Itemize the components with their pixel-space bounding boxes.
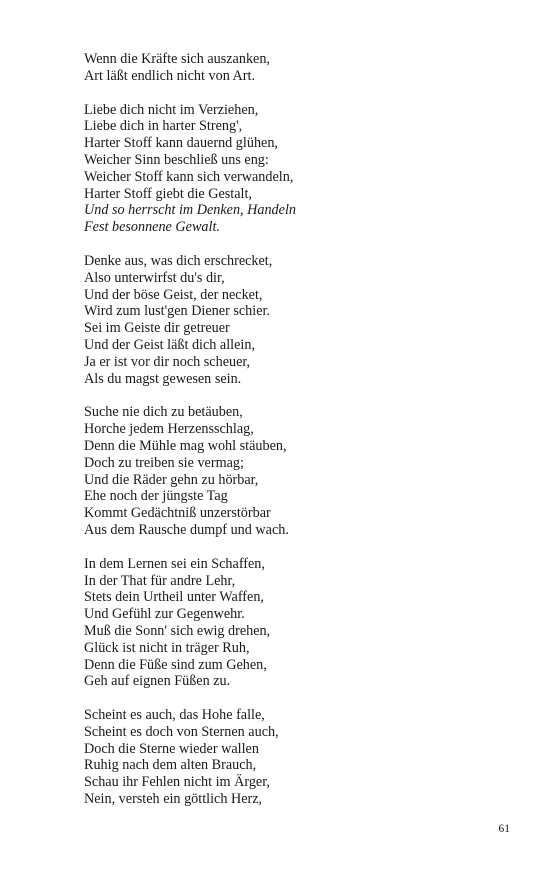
- poem-line: Horche jedem Herzensschlag,: [84, 421, 254, 438]
- poem-line: Scheint es doch von Sternen auch,: [84, 723, 279, 740]
- poem-line: Aus dem Rausche dumpf und wach.: [84, 521, 289, 538]
- poem-line: Denn die Füße sind zum Gehen,: [84, 656, 267, 673]
- poem-line: Stets dein Urtheil unter Waffen,: [84, 589, 264, 606]
- poem-line: Denn die Mühle mag wohl stäuben,: [84, 437, 287, 454]
- poem-line: Ruhig nach dem alten Brauch,: [84, 757, 257, 774]
- poem-line: Nein, versteh ein göttlich Herz,: [84, 791, 263, 808]
- stanza: [84, 707, 504, 808]
- stanza: [84, 253, 504, 387]
- poem-line: Muß die Sonn' sich ewig drehen,: [84, 622, 271, 639]
- poem-line: Und der Geist läßt dich allein,: [84, 336, 255, 353]
- poem-line: Geh auf eignen Füßen zu.: [84, 673, 231, 690]
- page-number: 61: [498, 823, 510, 835]
- poem-line: Art läßt endlich nicht von Art.: [84, 67, 256, 84]
- poem-line: Liebe dich in harter Streng',: [84, 118, 243, 135]
- poem-line: Wenn die Kräfte sich auszanken,: [84, 51, 270, 67]
- poem-line: In der That für andre Lehr,: [84, 572, 236, 589]
- poem-line: Und so herrscht im Denken, Handeln: [84, 202, 296, 219]
- poem-line: Liebe dich nicht im Verziehen,: [84, 101, 259, 118]
- poem-line: Doch zu treiben sie vermag;: [84, 454, 244, 471]
- poem-line: Und der böse Geist, der necket,: [84, 286, 263, 303]
- poem-line: Doch die Sterne wieder wallen: [84, 740, 259, 757]
- stanza: [84, 404, 504, 538]
- poem-line: Scheint es auch, das Hohe falle,: [84, 707, 265, 724]
- poem-line: Glück ist nicht in träger Ruh,: [84, 639, 250, 656]
- stanza: [84, 556, 504, 690]
- poem-line: Also unterwirfst du's dir,: [84, 269, 225, 286]
- poem-line: Weicher Stoff kann sich verwandeln,: [84, 168, 294, 185]
- poem-line: Ehe noch der jüngste Tag: [84, 488, 228, 505]
- stanza: [84, 51, 504, 85]
- poem-line: In dem Lernen sei ein Schaffen,: [84, 555, 265, 572]
- poem-line: Sei im Geiste dir getreuer: [84, 320, 230, 337]
- poem-line: Kommt Gedächtniß unzerstörbar: [84, 505, 271, 522]
- poem-line: Suche nie dich zu betäuben,: [84, 404, 243, 421]
- poem-text: [84, 51, 504, 825]
- poem-line: Und Gefühl zur Gegenwehr.: [84, 606, 245, 623]
- poem-line: Weicher Sinn beschließ uns eng:: [84, 151, 269, 168]
- poem-line: Und die Räder gehn zu hörbar,: [84, 471, 259, 488]
- poem-line: Als du magst gewesen sein.: [84, 370, 242, 387]
- poem-line: Harter Stoff kann dauernd glühen,: [84, 135, 278, 152]
- poem-line: Schau ihr Fehlen nicht im Ärger,: [84, 774, 270, 791]
- poem-line: Fest besonnene Gewalt.: [84, 219, 220, 236]
- poem-line: Harter Stoff giebt die Gestalt,: [84, 185, 252, 202]
- poem-line: Denke aus, was dich erschrecket,: [84, 252, 273, 269]
- poem-line: Wird zum lust'gen Diener schier.: [84, 303, 270, 320]
- poem-line: Ja er ist vor dir noch scheuer,: [84, 353, 251, 370]
- stanza: [84, 102, 504, 236]
